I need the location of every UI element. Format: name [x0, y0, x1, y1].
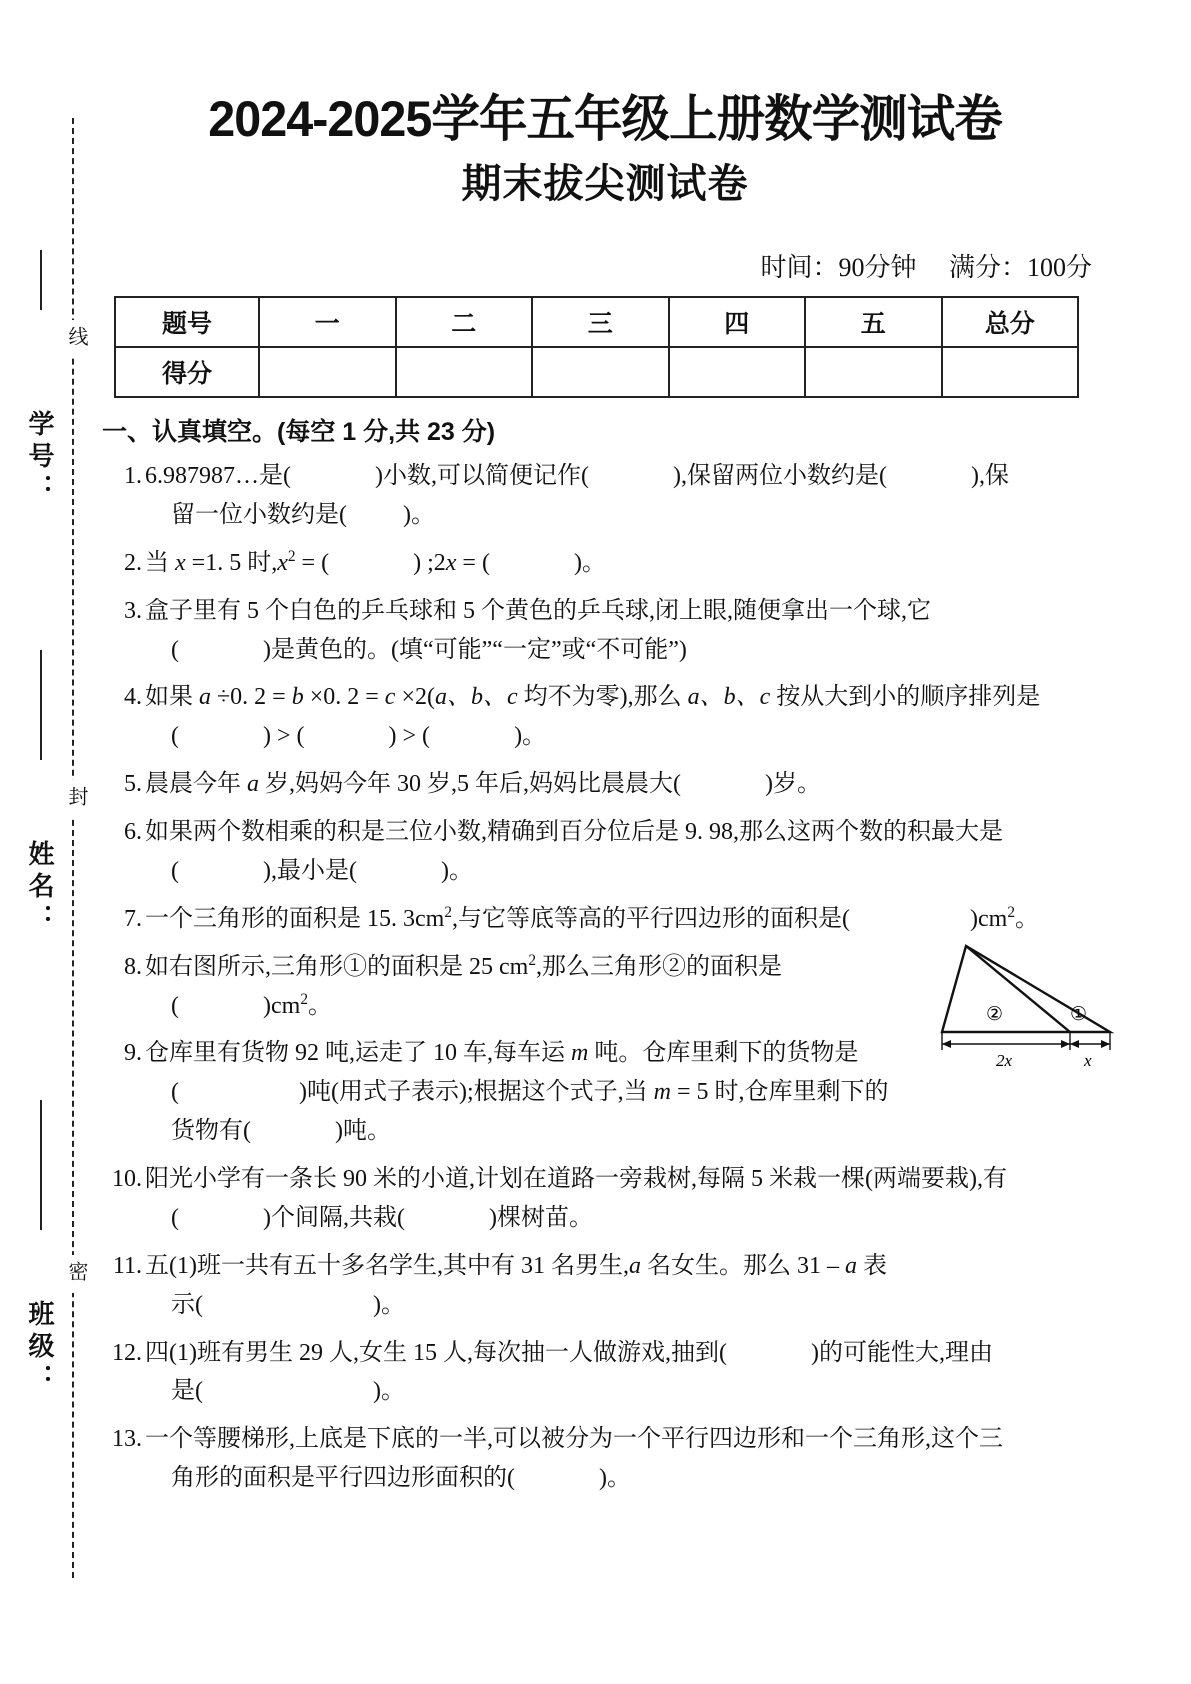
seal-rule-low	[40, 1100, 42, 1230]
seg: )岁。	[765, 771, 821, 798]
seg: )。	[599, 1465, 631, 1492]
question-text	[145, 457, 1110, 535]
variable-x: x	[277, 549, 288, 576]
seg: 名女生。那么 31 –	[640, 1252, 845, 1279]
seg: ,那么三角形②的面积是	[536, 953, 783, 980]
seg: (	[171, 857, 179, 884]
col-5: 五	[805, 297, 942, 347]
seg: 当	[145, 549, 175, 576]
question-text	[145, 1420, 1110, 1498]
seg: )的可能性大,理由	[810, 1339, 993, 1366]
seg: ) > (	[388, 723, 431, 750]
seg: 如果	[145, 684, 199, 711]
question-text	[145, 1160, 1110, 1238]
question-line: 盒子里有 5 个白色的乒乓球和 5 个黄色的乒乓球,闭上眼,随便拿出一个球,它	[145, 597, 931, 624]
question-text	[145, 592, 1110, 670]
question-number: 1.	[124, 463, 142, 489]
seal-char-feng: 封	[62, 780, 91, 818]
question-text	[145, 813, 1110, 891]
seg: (	[171, 723, 179, 750]
seg: ×0. 2 =	[303, 684, 385, 711]
seg: ,与它等底等高的平行四边形的面积是(	[452, 905, 851, 932]
seg: 吨。仓库里剩下的货物是	[588, 1040, 859, 1067]
seg: ×2(	[395, 684, 435, 711]
variable-a: a	[628, 1252, 641, 1279]
seg: )。	[514, 723, 547, 750]
question-number: 11.	[112, 1252, 142, 1279]
variables-abc: a、b、c	[434, 684, 518, 711]
question-text	[145, 765, 1110, 804]
question-text	[145, 1334, 1110, 1412]
seg: (	[171, 1204, 179, 1231]
variables-abc: a、b、c	[687, 684, 771, 711]
seg: (	[171, 992, 179, 1019]
question-line	[145, 900, 1110, 939]
seg: 晨晨今年	[145, 771, 247, 798]
question-line	[145, 1334, 1110, 1373]
question-13	[100, 1420, 1110, 1498]
seg: 货物有(	[171, 1118, 251, 1145]
variable-x: x	[445, 549, 457, 576]
seg: )。	[403, 501, 435, 528]
question-2	[100, 544, 1110, 583]
question-line: 阳光小学有一条长 90 米的小道,计划在道路一旁栽树,每隔 5 米栽一棵(两端要栽),有	[145, 1166, 1007, 1192]
seg: )。	[373, 1291, 405, 1318]
seg: 四(1)班有男生 29 人,女生 15 人,每次抽一人做游戏,抽到(	[145, 1339, 727, 1366]
question-line	[145, 1286, 1110, 1325]
seg: )个间隔,共栽(	[263, 1204, 405, 1231]
question-number: 7.	[124, 905, 142, 932]
score-cell-5[interactable]	[805, 347, 942, 397]
seg: =1. 5 时,	[185, 549, 278, 576]
question-text	[145, 1247, 1110, 1325]
question-line	[145, 1372, 1110, 1411]
seg: 仓库里有货物 92 吨,运走了 10 车,每车运	[145, 1040, 571, 1067]
question-line	[145, 1073, 1110, 1112]
seg: )。	[440, 857, 473, 884]
table-row-scores	[115, 347, 1078, 397]
question-1	[100, 457, 1110, 535]
col-4: 四	[669, 297, 806, 347]
col-total: 总分	[942, 297, 1079, 347]
question-line	[145, 717, 1110, 756]
label-dim-2x: 2x	[996, 1051, 1013, 1070]
seg: 按从大到小的顺序排列是	[770, 684, 1041, 711]
label-dim-x: x	[1084, 1051, 1092, 1070]
seg: (	[171, 1079, 179, 1106]
seg: )。	[573, 549, 606, 576]
seg: )cm	[263, 992, 301, 1019]
question-number: 10.	[112, 1166, 142, 1192]
total-score-label: 满分：100分	[948, 253, 1092, 282]
question-line	[145, 496, 1110, 535]
exam-page	[100, 0, 1110, 1498]
question-7	[100, 900, 1110, 939]
score-cell-4[interactable]	[669, 347, 806, 397]
table-row-header	[115, 297, 1078, 347]
question-line	[145, 1459, 1110, 1498]
score-table	[114, 296, 1079, 398]
question-line	[145, 1199, 1110, 1238]
variable-m: m	[653, 1079, 671, 1106]
seal-char-mi: 密	[62, 1255, 91, 1293]
col-1: 一	[259, 297, 396, 347]
question-number: 3.	[124, 597, 142, 624]
question-number: 5.	[124, 771, 142, 798]
seg: ) > (	[263, 723, 305, 750]
seg: 如右图所示,三角形①的面积是 25	[145, 953, 499, 980]
seg: )吨。	[335, 1118, 391, 1145]
seg: 一个三角形的面积是 15. 3cm	[145, 905, 445, 932]
seg: 表	[856, 1252, 887, 1279]
question-line	[145, 1112, 1110, 1151]
seg: 。	[1015, 905, 1040, 932]
seg: )是黄色的。(填“可能”“一定”或“不可能”)	[263, 636, 687, 663]
variable-a: a	[199, 684, 211, 711]
question-line	[145, 457, 1110, 496]
question-text	[145, 900, 1110, 939]
question-number: 9.	[124, 1040, 142, 1067]
seg: 。	[308, 992, 332, 1019]
seg: )小数,可以简便记作(	[375, 463, 589, 489]
question-10	[100, 1160, 1110, 1238]
question-line	[145, 1247, 1110, 1286]
seg: 是(	[171, 1378, 203, 1405]
seg: = (	[295, 549, 330, 576]
seg: 留一位小数约是(	[171, 501, 347, 528]
variable-x: x	[175, 549, 186, 576]
seal-rule-mid	[40, 650, 42, 760]
question-number: 8.	[124, 953, 142, 980]
exam-meta	[100, 247, 1110, 284]
question-3	[100, 592, 1110, 670]
variable-m: m	[571, 1040, 589, 1067]
question-11	[100, 1247, 1110, 1325]
label-region-1: ①	[1070, 1004, 1088, 1025]
variable-c: c	[384, 684, 396, 711]
question-text	[145, 678, 1110, 756]
seg: (	[171, 636, 179, 663]
seg: = 5 时,仓库里剩下的	[671, 1079, 889, 1106]
seg: )cm	[970, 905, 1008, 932]
triangle-diagram	[938, 940, 1114, 1070]
seal-rule-top	[40, 250, 42, 310]
exponent: 2	[444, 903, 453, 921]
question-line	[145, 765, 1110, 804]
seg: ),保	[970, 463, 1009, 489]
field-class: 班级：	[25, 1300, 55, 1396]
question-5	[100, 765, 1110, 804]
exponent: 2	[528, 951, 537, 969]
exponent: 2	[287, 547, 296, 565]
seg: 6.987987…是(	[145, 463, 291, 489]
seg: 均不为零),那么	[517, 684, 688, 711]
question-line	[145, 544, 1110, 583]
question-number: 12.	[112, 1339, 142, 1366]
col-2: 二	[396, 297, 533, 347]
field-name: 姓名：	[25, 840, 55, 936]
seg: = (	[456, 549, 490, 576]
section-heading-fill-blanks: 一、认真填空。(每空 1 分,共 23 分)	[102, 418, 496, 446]
question-6	[100, 813, 1110, 891]
variable-b: b	[291, 684, 304, 711]
col-3: 三	[532, 297, 669, 347]
question-12	[100, 1334, 1110, 1412]
label-region-2: ②	[986, 1004, 1004, 1025]
question-line	[145, 678, 1110, 717]
question-number: 6.	[124, 819, 142, 845]
seg: )。	[373, 1378, 405, 1405]
row-label-score: 得分	[115, 347, 259, 397]
seg: )棵树苗。	[488, 1204, 593, 1231]
seg: 岁,妈妈今年 30 岁,5 年后,妈妈比晨晨大(	[259, 771, 681, 798]
exponent: 2	[1007, 903, 1016, 921]
page-subtitle: 期末拔尖测试卷	[461, 162, 749, 206]
score-cell-total[interactable]	[942, 347, 1079, 397]
seg: ),保留两位小数约是(	[672, 463, 887, 489]
question-number: 13.	[112, 1426, 142, 1453]
score-cell-1[interactable]	[259, 347, 396, 397]
question-line: 一个等腰梯形,上底是下底的一半,可以被分为一个平行四边形和一个三角形,这个三	[145, 1426, 1003, 1453]
question-line	[145, 631, 1110, 670]
seg: ) ;2	[413, 549, 446, 576]
seg: 角形的面积是平行四边形面积的(	[171, 1465, 515, 1492]
seg: ÷0. 2 =	[211, 684, 292, 711]
seg: 示(	[171, 1291, 203, 1318]
seal-char-line: 线	[62, 320, 91, 358]
time-label: 时间：90分钟	[760, 253, 917, 282]
question-line: 如果两个数相乘的积是三位小数,精确到百分位后是 9. 98,那么这两个数的积最大是	[145, 819, 1003, 845]
question-line	[145, 852, 1110, 891]
question-4	[100, 678, 1110, 756]
score-cell-3[interactable]	[532, 347, 669, 397]
seg: cm	[499, 953, 529, 980]
question-number: 4.	[124, 684, 142, 711]
score-cell-2[interactable]	[396, 347, 533, 397]
variable-a: a	[844, 1252, 857, 1279]
seg: )吨(用式子表示);根据这个式子,当	[299, 1079, 654, 1106]
binding-margin-strip	[0, 0, 100, 1684]
variable-a: a	[247, 771, 259, 798]
question-text	[145, 544, 1110, 583]
question-number: 2.	[124, 549, 142, 576]
exponent: 2	[300, 990, 308, 1008]
field-student-id: 学号：	[25, 410, 55, 506]
seg: 五(1)班一共有五十多名学生,其中有 31 名男生,	[145, 1252, 629, 1279]
page-title: 2024-2025学年五年级上册数学测试卷	[208, 91, 1002, 147]
row-label-question-no: 题号	[115, 297, 259, 347]
seg: ),最小是(	[263, 857, 357, 884]
